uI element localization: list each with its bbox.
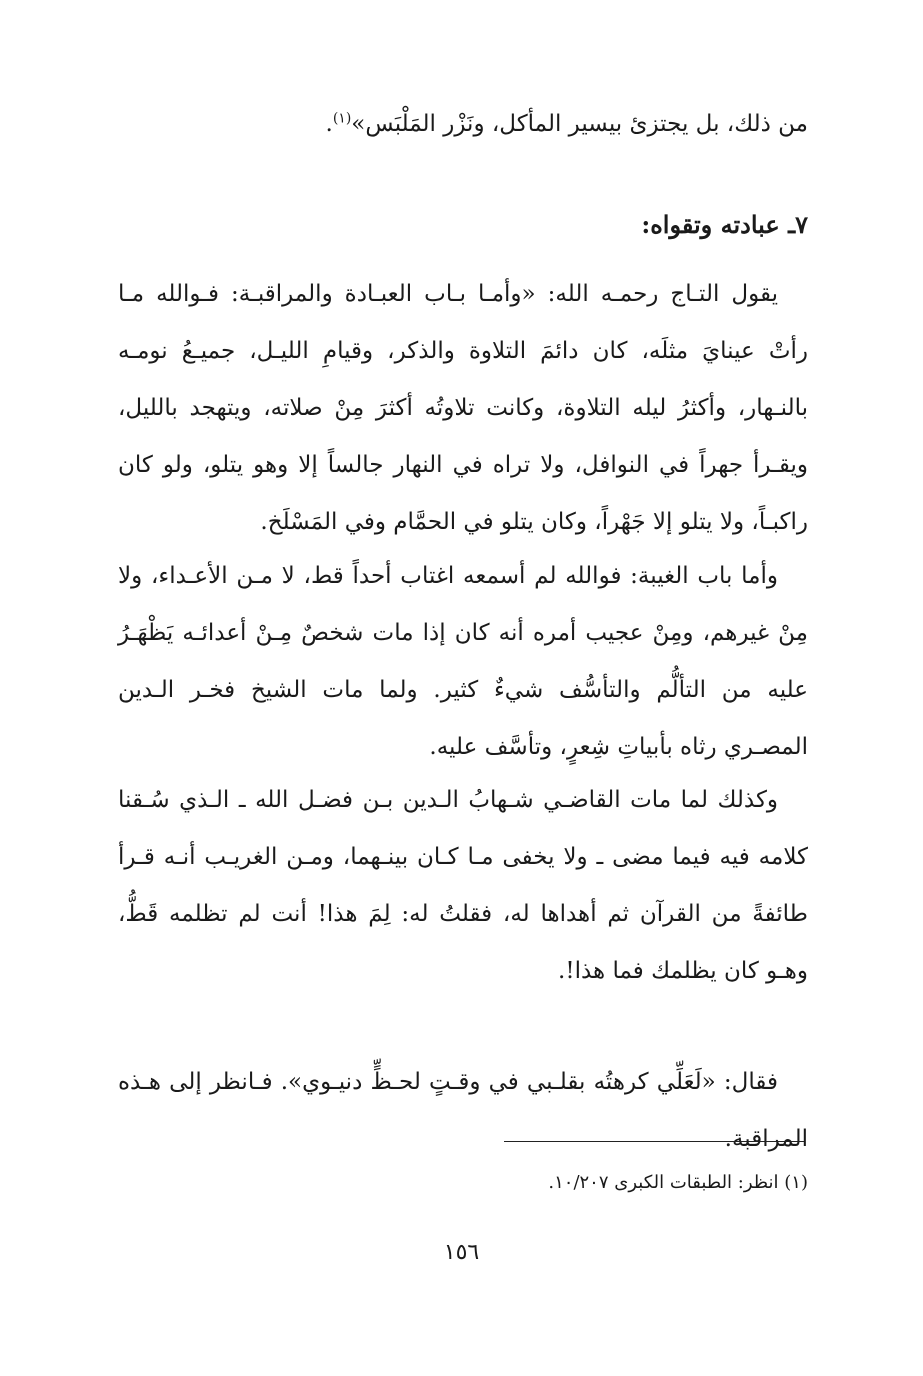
paragraph-backbiting: وأما باب الغيبة: فوالله لم أسمعه اغتاب أحداً قط، لا مـن الأعـداء، ولا مِنْ غيرهم، ومِنْ عجيب أمره أنه كان إذا مات شخصٌ مِـنْ أعدائـه يَظْهَـرُ عليه من التألُّم والتأسُّف شيءٌ كثير. ولما مات الشيخ فخـر الـدين المصـري رثاه بأبياتِ شِعرٍ، وتأسَّف عليه. [118, 563, 808, 760]
paragraph-judge: وكذلك لما مات القاضـي شـهابُ الـدين بـن فضـل الله ـ الـذي سُـقنا كلامه فيه فيما مضى ـ ولا يخفى مـا كـان بينـهما، ومـن الغريـب أنـه قـرأ طائفةً من القرآن ثم أهداها له، فقلتُ له: لِمَ هذا! أنت لم تظلمه قَطُّ، وهـو كان يظلمك فما هذا!. [118, 787, 808, 984]
paragraph-reply: فقال: «لَعَلِّي كرهتُه بقلـبي في وقـتٍ لحـظٍّ دنيـوي». فـانظر إلى هـذه المراقبة. [118, 1069, 808, 1152]
opening-end: . [325, 111, 333, 137]
footnote-divider [504, 1141, 804, 1142]
footnote: (١) انظر: الطبقات الكبرى ١٠/٢٠٧. [548, 1172, 808, 1193]
paragraph-worship: يقول التـاج رحمـه الله: «وأمـا بـاب العبـادة والمراقبـة: فـوالله مـا رأتْ عينايَ مثلَه، كان دائمَ التلاوة والذكر، وقيامِ الليـل، جميـعُ نومـه بالنـهار، وأكثرُ ليله التلاوة، وكانت تلاوتُه أكثرَ مِنْ صلاته، ويتهجد بالليل، ويقـرأ جهراً في النوافل، ولا تراه في النهار جالساً إلا وهو يتلو، ولو كان راكبـاً، ولا يتلو إلا جَهْراً، وكان يتلو في الحمَّام وفي المَسْلَخ. [118, 281, 808, 535]
section-heading: ٧ـ عبادته وتقواه: [641, 210, 808, 239]
opening-text: من ذلك، بل يجتزئ بيسير المأكل، ونَزْر المَلْبَس» [351, 111, 808, 137]
page-number: ١٥٦ [443, 1240, 480, 1265]
footnote-marker: (١) [332, 110, 352, 127]
opening-line [118, 96, 808, 153]
